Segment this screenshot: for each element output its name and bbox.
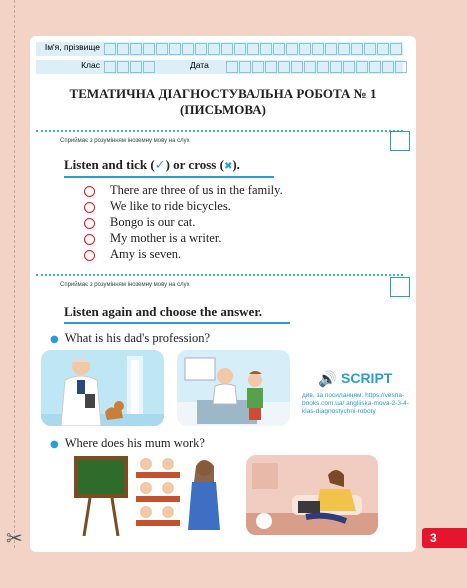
date-label: Дата (190, 60, 209, 70)
script-link[interactable]: див. за посиланням: https://vesna-books.com.ua/ angliiska-mova-2-3-4-klas-diagnostychni-roboty (302, 392, 409, 415)
section1-task-underline (64, 176, 274, 178)
date-input-boxes[interactable] (226, 61, 408, 73)
doctor-picture[interactable] (41, 350, 164, 426)
statement-1: There are three of us in the family. (110, 183, 283, 197)
section2-skill: Сприймає з розумінням іноземну мову на слух (60, 282, 190, 288)
bullet-icon: ● (50, 439, 59, 450)
page-title (30, 86, 416, 118)
section2-task: Listen again and choose the answer. (64, 304, 263, 319)
statement-2: We like to ride bicycles. (110, 199, 231, 213)
question-2: ● Where does his mum work? (50, 436, 205, 450)
class-label: Клас (81, 60, 100, 70)
tick-icon: ✓ (154, 158, 166, 173)
statement-5: Amy is seven. (110, 247, 182, 261)
statement-4: My mother is a writer. (110, 231, 222, 245)
section1-divider (36, 130, 403, 132)
script-label[interactable]: SCRIPT (341, 370, 393, 386)
cut-line (14, 0, 15, 548)
page-number: 3 (422, 528, 467, 548)
name-label: Ім'я, прізвище (44, 42, 100, 52)
section2-task-underline (64, 322, 290, 324)
classroom-picture[interactable] (74, 452, 224, 536)
speaker-icon[interactable]: 🔊 (318, 370, 337, 388)
name-input-boxes[interactable] (104, 43, 403, 55)
answer-circle-2[interactable] (84, 202, 95, 213)
section1-skill: Сприймає з розумінням іноземну мову на слух (60, 138, 190, 144)
section2-divider (36, 274, 403, 276)
section1-score-box[interactable] (390, 131, 410, 151)
dentist-picture[interactable] (177, 350, 290, 426)
title-line-1: ТЕМАТИЧНА ДІАГНОСТУВАЛЬНА РОБОТА № 1 (69, 86, 377, 101)
class-input-boxes[interactable] (104, 61, 156, 73)
question-1: ● What is his dad's profession? (50, 331, 211, 345)
cross-icon: ✖ (223, 161, 233, 172)
home-office-picture[interactable] (246, 455, 378, 535)
statement-3: Bongo is our cat. (110, 215, 196, 229)
section1-task: Listen and tick (✓) or cross (✖). (64, 157, 240, 173)
scissors-icon: ✂ (6, 526, 23, 550)
answer-circle-1[interactable] (84, 186, 95, 197)
answer-circle-5[interactable] (84, 250, 95, 261)
answer-circle-3[interactable] (84, 218, 95, 229)
title-line-2: (ПИСЬМОВА) (180, 102, 266, 117)
bullet-icon: ● (50, 334, 59, 345)
answer-circle-4[interactable] (84, 234, 95, 245)
section2-score-box[interactable] (390, 277, 410, 297)
